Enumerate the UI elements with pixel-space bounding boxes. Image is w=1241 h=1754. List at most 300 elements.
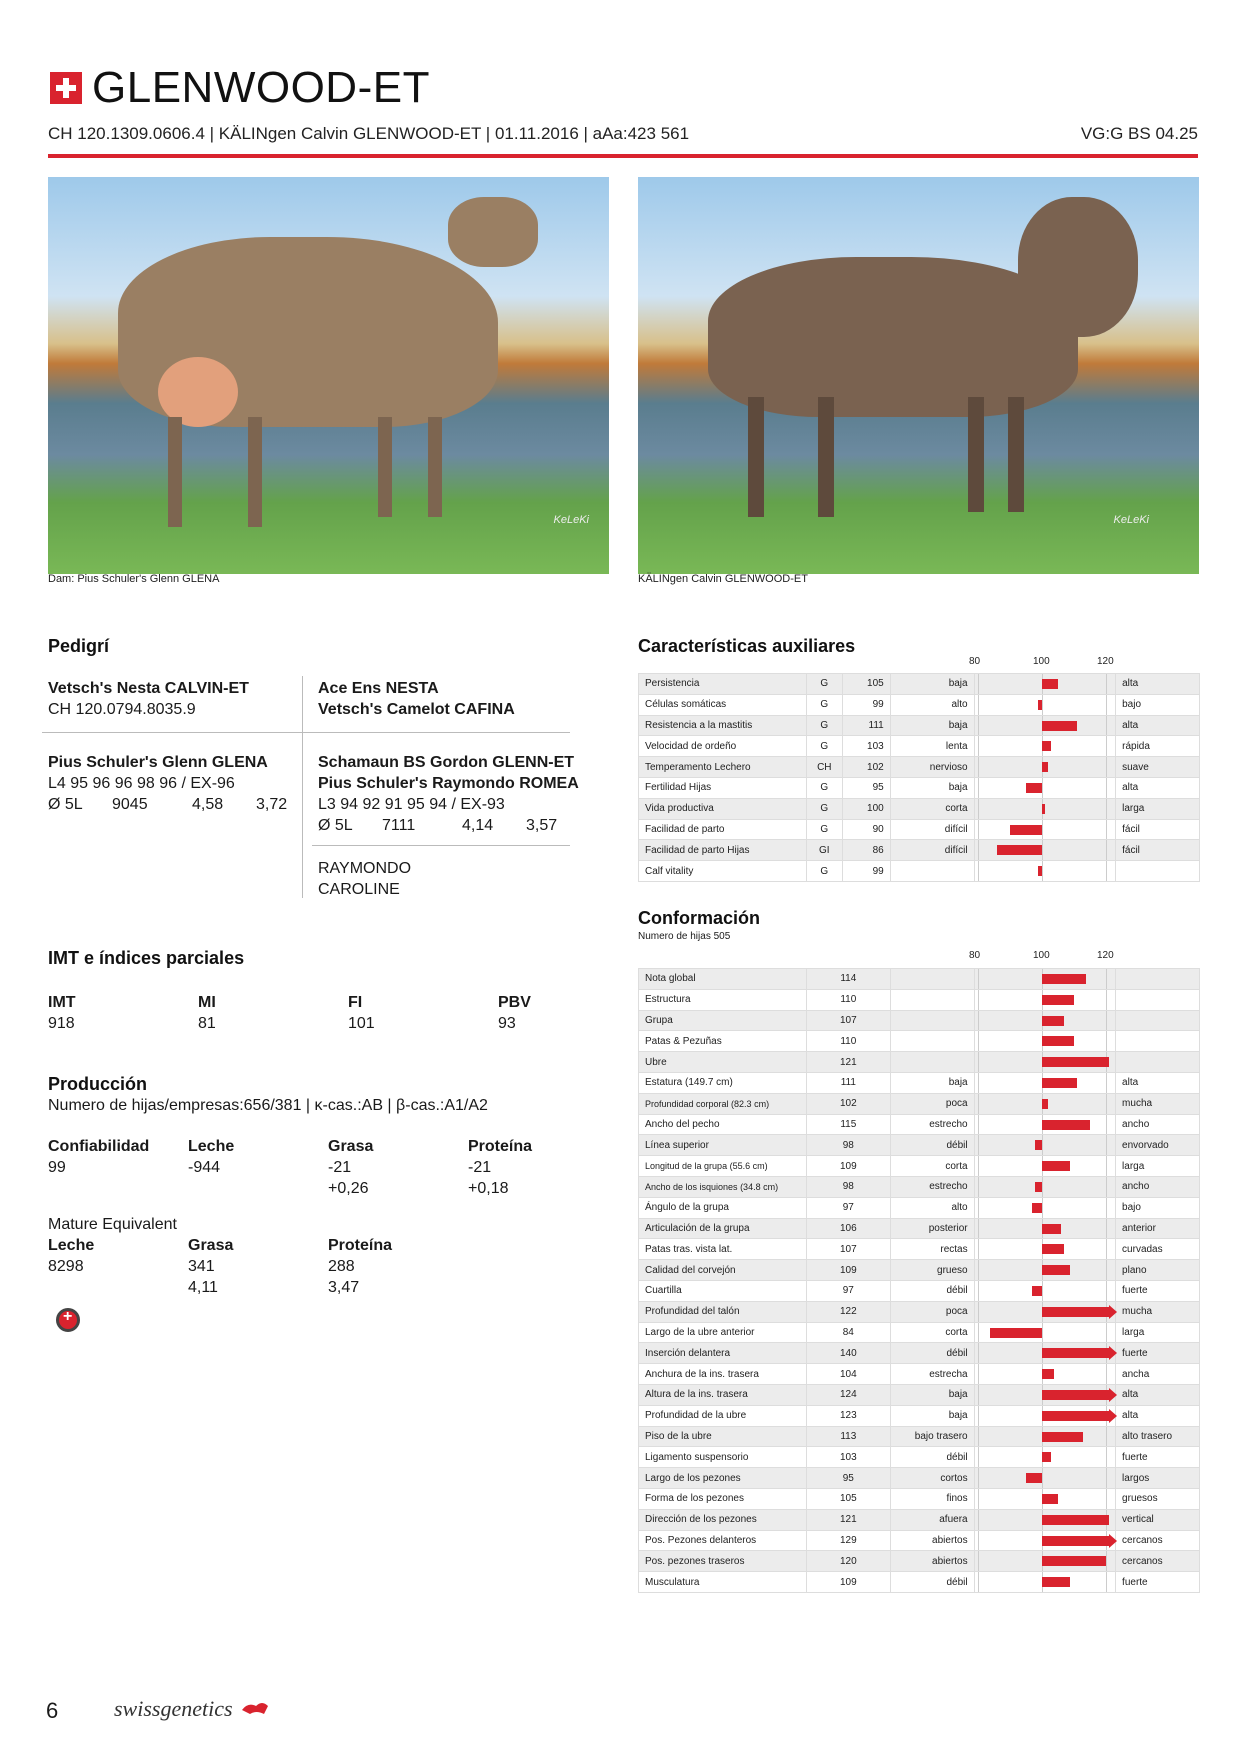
trait-bar-cell [974,1114,1115,1135]
trait-bar-cell [974,1052,1115,1073]
photo-watermark: KeLeKi [1113,514,1149,526]
sire-block [48,678,249,720]
conformation-title: Conformación [638,908,761,928]
grid-line [1106,736,1107,756]
conformation-table [638,968,1200,1593]
conformation-trait-row [639,989,1200,1010]
trait-value: 103 [842,736,890,757]
grid-line [978,1011,979,1031]
grid-line [978,1510,979,1530]
trait-high-label: alta [1116,1405,1200,1426]
grid-line [1106,1198,1107,1218]
grid-line [978,1177,979,1197]
milk-block: Leche -944 [188,1138,235,1176]
conformation-axis-label: 100 [1033,950,1050,961]
grid-line [1042,695,1043,715]
trait-bar-cell [974,1280,1115,1301]
conformation-trait-row [639,1572,1200,1593]
trait-bar [1042,804,1045,814]
trait-bar [1042,721,1077,731]
trait-bar-cell [974,1447,1115,1468]
trait-bar [1042,1078,1077,1088]
trait-name: Patas & Pezuñas [639,1031,807,1052]
trait-value: 105 [842,674,890,695]
trait-high-label: fuerte [1116,1572,1200,1593]
trait-low-label: alto [890,1197,974,1218]
trait-name: Cuartilla [639,1280,807,1301]
trait-bar [1042,741,1052,751]
trait-bar [1042,1411,1109,1421]
trait-bar [1042,1369,1055,1379]
grid-line [978,716,979,736]
trait-bar [1032,1203,1042,1213]
trait-value: 98 [806,1135,890,1156]
trait-low-label: baja [890,777,974,798]
trait-bar [1038,866,1041,876]
grid-line [1106,1427,1107,1447]
trait-bar-cell [974,736,1116,757]
trait-bar [1042,679,1058,689]
trait-low-label [890,1031,974,1052]
grid-line [1106,1468,1107,1488]
header-divider [48,154,1198,158]
trait-name: Línea superior [639,1135,807,1156]
trait-name: Largo de la ubre anterior [639,1322,807,1343]
grid-line [978,1198,979,1218]
pedigree-vertical-divider [302,676,303,898]
trait-bar [1042,1556,1106,1566]
trait-low-label [890,861,974,882]
fi-block: FI 101 [348,994,375,1032]
sire-sire-name: Ace Ens NESTA [318,680,439,697]
trait-name: Temperamento Lechero [639,757,807,778]
conformation-trait-row [639,1114,1200,1135]
trait-name: Dirección de los pezones [639,1509,807,1530]
trait-low-label: nervioso [890,757,974,778]
conformation-trait-row [639,1176,1200,1197]
trait-bar-cell [974,715,1116,736]
trait-high-label: larga [1116,798,1200,819]
trait-bar-cell [974,1572,1115,1593]
dam-parents-block [318,752,579,836]
trait-value: 100 [842,798,890,819]
trait-value: 107 [806,1010,890,1031]
trait-bar-cell [974,694,1116,715]
trait-code: CH [806,757,842,778]
grid-line [978,1364,979,1384]
trait-value: 98 [806,1176,890,1197]
grid-line [978,820,979,840]
trait-value: 109 [806,1572,890,1593]
grid-line [978,1073,979,1093]
conformation-trait-row [639,1447,1200,1468]
trait-bar-cell [974,1072,1115,1093]
trait-bar-cell [974,1426,1115,1447]
grid-line [1042,1198,1043,1218]
grid-line [1042,1135,1043,1155]
trait-high-label: anterior [1116,1218,1200,1239]
grid-line [1106,695,1107,715]
trait-name: Facilidad de parto Hijas [639,840,807,861]
trait-bar [1042,1161,1071,1171]
trait-high-label: alta [1116,715,1200,736]
trait-bar [1026,783,1042,793]
trait-code: GI [806,840,842,861]
trait-high-label [1116,1052,1200,1073]
trait-value: 95 [806,1468,890,1489]
sire-parents-block [318,678,515,720]
grid-line [1106,1489,1107,1509]
trait-name: Facilidad de parto [639,819,807,840]
trait-low-label: poca [890,1093,974,1114]
trait-value: 99 [842,861,890,882]
mi-value: 81 [198,1015,216,1032]
grid-line [978,990,979,1010]
trait-bar [990,1328,1041,1338]
swissgenetics-logo-icon [240,1700,270,1716]
conformation-trait-row [639,1280,1200,1301]
protein-block: Proteína -21 +0,18 [468,1138,533,1197]
trait-name: Vida productiva [639,798,807,819]
trait-bar-cell [974,1384,1115,1405]
conformation-trait-row [639,1218,1200,1239]
trait-value: 109 [806,1260,890,1281]
trait-value: 123 [806,1405,890,1426]
production-title: Producción [48,1074,148,1094]
trait-bar-cell [974,1135,1115,1156]
trait-high-label: cercanos [1116,1551,1200,1572]
trait-low-label: débil [890,1280,974,1301]
conformation-trait-row [639,1156,1200,1177]
me-milk-block: Leche 8298 [48,1237,95,1275]
aux-trait-row [639,798,1200,819]
imt-block: IMT 918 [48,994,76,1032]
trait-bar [1042,1265,1071,1275]
grid-line [1042,1323,1043,1343]
trait-bar-cell [974,777,1116,798]
pbv-block: PBV 93 [498,994,531,1032]
aux-trait-row [639,861,1200,882]
trait-bar [1042,1348,1109,1358]
trait-low-label: abiertos [890,1551,974,1572]
grid-line [1042,861,1043,881]
trait-name: Ángulo de la grupa [639,1197,807,1218]
grid-line [1106,1572,1107,1592]
grid-line [978,1302,979,1322]
grid-line [978,799,979,819]
grid-line [1106,799,1107,819]
dam-lactations: L4 95 96 96 98 96 / EX-96 [48,775,235,792]
quality-seal-icon [56,1308,80,1332]
trait-low-label: estrecho [890,1176,974,1197]
trait-value: 111 [806,1072,890,1093]
conformation-trait-row [639,1343,1200,1364]
grid-line [978,1031,979,1051]
me-fat-block: Grasa 341 4,11 [188,1237,234,1296]
trait-value: 97 [806,1280,890,1301]
trait-name: Ubre [639,1052,807,1073]
grid-line [978,840,979,860]
grid-line [1042,840,1043,860]
grid-line [978,1156,979,1176]
trait-high-label [1116,969,1200,990]
conformation-trait-row [639,1031,1200,1052]
trait-high-label: bajo [1116,1197,1200,1218]
grid-line [1106,1073,1107,1093]
trait-name: Persistencia [639,674,807,695]
trait-value: 129 [806,1530,890,1551]
grid-line [978,1219,979,1239]
trait-low-label: rectas [890,1239,974,1260]
aux-traits-table [638,673,1200,882]
trait-high-label: alta [1116,674,1200,695]
trait-high-label: plano [1116,1260,1200,1281]
trait-bar [1042,1099,1048,1109]
pbv-value: 93 [498,1015,516,1032]
trait-high-label: fuerte [1116,1280,1200,1301]
trait-value: 122 [806,1301,890,1322]
sire-id: CH 120.0794.8035.9 [48,701,196,718]
trait-name: Articulación de la grupa [639,1218,807,1239]
trait-high-label [1116,1031,1200,1052]
grid-line [1106,716,1107,736]
grid-line [978,1323,979,1343]
reliability-block: Confiabilidad 99 [48,1138,150,1176]
trait-bar-cell [974,1031,1115,1052]
trait-low-label [890,1010,974,1031]
trait-name: Profundidad corporal (82.3 cm) [639,1093,807,1114]
sire-dam-name: Vetsch's Camelot CAFINA [318,701,515,718]
trait-bar-cell [974,1530,1115,1551]
trait-code: G [806,674,842,695]
pedigree-title: Pedigrí [48,636,110,656]
trait-low-label: posterior [890,1218,974,1239]
trait-value: 115 [806,1114,890,1135]
grid-line [1106,1364,1107,1384]
grid-line [1042,820,1043,840]
trait-bar [1042,1390,1109,1400]
trait-high-label: alto trasero [1116,1426,1200,1447]
trait-code: G [806,819,842,840]
trait-value: 109 [806,1156,890,1177]
grid-line [1106,990,1107,1010]
trait-high-label: fácil [1116,840,1200,861]
grid-line [1106,757,1107,777]
conformation-trait-row [639,1426,1200,1447]
trait-name: Profundidad del talón [639,1301,807,1322]
trait-low-label [890,1052,974,1073]
trait-high-label: cercanos [1116,1530,1200,1551]
grid-line [1106,1281,1107,1301]
trait-bar [1042,1432,1084,1442]
grid-line [1106,840,1107,860]
trait-bar [1026,1473,1042,1483]
trait-code: G [806,715,842,736]
trait-high-label [1116,1010,1200,1031]
grid-line [1106,1135,1107,1155]
aux-trait-row [639,694,1200,715]
aux-axis-label: 80 [969,656,981,667]
grid-line [1106,1239,1107,1259]
page-title [50,62,430,114]
trait-value: 110 [806,989,890,1010]
trait-low-label: cortos [890,1468,974,1489]
trait-bar [1032,1286,1042,1296]
trait-high-label: suave [1116,757,1200,778]
conformation-trait-row [639,1384,1200,1405]
trait-bar [1042,1536,1109,1546]
dam-sire-name: Schamaun BS Gordon GLENN-ET [318,754,575,771]
trait-bar-cell [974,1468,1115,1489]
trait-high-label: mucha [1116,1301,1200,1322]
trait-bar [1010,825,1042,835]
trait-high-label: curvadas [1116,1239,1200,1260]
trait-low-label: baja [890,1384,974,1405]
trait-bar [997,845,1042,855]
grid-line [978,1572,979,1592]
trait-low-label: difícil [890,840,974,861]
trait-name: Nota global [639,969,807,990]
trait-name: Calidad del corvejón [639,1260,807,1281]
trait-name: Estructura [639,989,807,1010]
dam-dam-performance: Ø 5L 7111 4,14 3,57 [318,817,558,834]
trait-bar-cell [974,798,1116,819]
brand-wordmark: swissgenetics [114,1696,233,1721]
dam-performance: Ø 5L 9045 4,58 3,72 [48,796,288,813]
trait-bar-cell [974,840,1116,861]
trait-value: 102 [842,757,890,778]
production-subtitle: Numero de hijas/empresas:656/381 | κ-cas.:AB | β-cas.:A1/A2 [48,1097,488,1114]
grid-line [1042,778,1043,798]
trait-name: Musculatura [639,1572,807,1593]
trait-low-label: poca [890,1301,974,1322]
vg-score: VG:G BS 04.25 [1080,124,1198,143]
trait-code: G [806,694,842,715]
dam-block [48,752,287,815]
conformation-trait-row [639,1260,1200,1281]
conformation-subtitle: Numero de hijas 505 [638,931,731,942]
trait-bar [1042,1244,1064,1254]
trait-value: 114 [806,969,890,990]
grid-line [978,757,979,777]
trait-code: G [806,798,842,819]
pedigree-divider [42,732,570,733]
trait-high-label: largos [1116,1468,1200,1489]
me-protein-block: Proteína 288 3,47 [328,1237,393,1296]
aux-trait-row [639,736,1200,757]
grid-line [1106,1094,1107,1114]
ddd-dam: CAROLINE [318,881,400,898]
conformation-trait-row [639,1468,1200,1489]
trait-value: 99 [842,694,890,715]
trait-bar [1042,995,1074,1005]
grid-line [978,1385,979,1405]
mature-equivalent-title: Mature Equivalent [48,1216,177,1233]
trait-name: Calf vitality [639,861,807,882]
trait-name: Ligamento suspensorio [639,1447,807,1468]
trait-bar [1042,974,1087,984]
trait-value: 111 [842,715,890,736]
bull-photo [638,177,1199,574]
trait-bar [1042,1120,1090,1130]
conformation-trait-row [639,1072,1200,1093]
grid-line [1106,861,1107,881]
trait-value: 121 [806,1052,890,1073]
trait-name: Inserción delantera [639,1343,807,1364]
trait-value: 105 [806,1488,890,1509]
trait-high-label: ancho [1116,1114,1200,1135]
grid-line [1106,1031,1107,1051]
trait-bar [1042,1515,1109,1525]
grid-line [1106,1011,1107,1031]
grid-line [978,1239,979,1259]
grid-line [1106,820,1107,840]
trait-name: Longitud de la grupa (55.6 cm) [639,1156,807,1177]
photo-watermark: KeLeKi [553,514,589,526]
grid-line [978,1406,979,1426]
trait-name: Forma de los pezones [639,1488,807,1509]
grid-line [1106,1115,1107,1135]
trait-value: 84 [806,1322,890,1343]
trait-bar-cell [974,674,1116,695]
trait-bar-cell [974,1405,1115,1426]
trait-bar-cell [974,1156,1115,1177]
trait-name: Piso de la ubre [639,1426,807,1447]
trait-low-label: finos [890,1488,974,1509]
trait-high-label: alta [1116,1384,1200,1405]
grid-line [978,674,979,694]
trait-low-label [890,969,974,990]
trait-name: Células somáticas [639,694,807,715]
trait-low-label: baja [890,1072,974,1093]
conformation-trait-row [639,1551,1200,1572]
trait-name: Altura de la ins. trasera [639,1384,807,1405]
conformation-trait-row [639,1322,1200,1343]
imt-title: IMT e índices parciales [48,948,245,968]
trait-bar [1042,1016,1064,1026]
trait-bar-cell [974,1509,1115,1530]
ddd-sire: RAYMONDO [318,860,412,877]
grid-line [1042,1177,1043,1197]
trait-bar-cell [974,1260,1115,1281]
grid-line [978,861,979,881]
trait-bar [1042,1224,1061,1234]
trait-low-label: alto [890,694,974,715]
dam-photo-caption: Dam: Pius Schuler's Glenn GLENA [48,573,220,585]
grid-line [1106,1177,1107,1197]
trait-low-label: corta [890,1156,974,1177]
mi-block: MI 81 [198,994,216,1032]
trait-bar-cell [974,969,1115,990]
fi-value: 101 [348,1015,375,1032]
trait-low-label [890,989,974,1010]
trait-high-label: fuerte [1116,1343,1200,1364]
maternal-grandparents-block [318,858,411,900]
trait-low-label: grueso [890,1260,974,1281]
trait-code: G [806,861,842,882]
trait-name: Pos. Pezones delanteros [639,1530,807,1551]
trait-high-label: ancho [1116,1176,1200,1197]
conformation-trait-row [639,1197,1200,1218]
trait-name: Velocidad de ordeño [639,736,807,757]
grid-line [978,695,979,715]
swiss-flag-icon [50,72,82,104]
trait-value: 113 [806,1426,890,1447]
trait-value: 124 [806,1384,890,1405]
aux-trait-row [639,715,1200,736]
trait-bar-cell [974,1197,1115,1218]
trait-high-label: bajo [1116,694,1200,715]
